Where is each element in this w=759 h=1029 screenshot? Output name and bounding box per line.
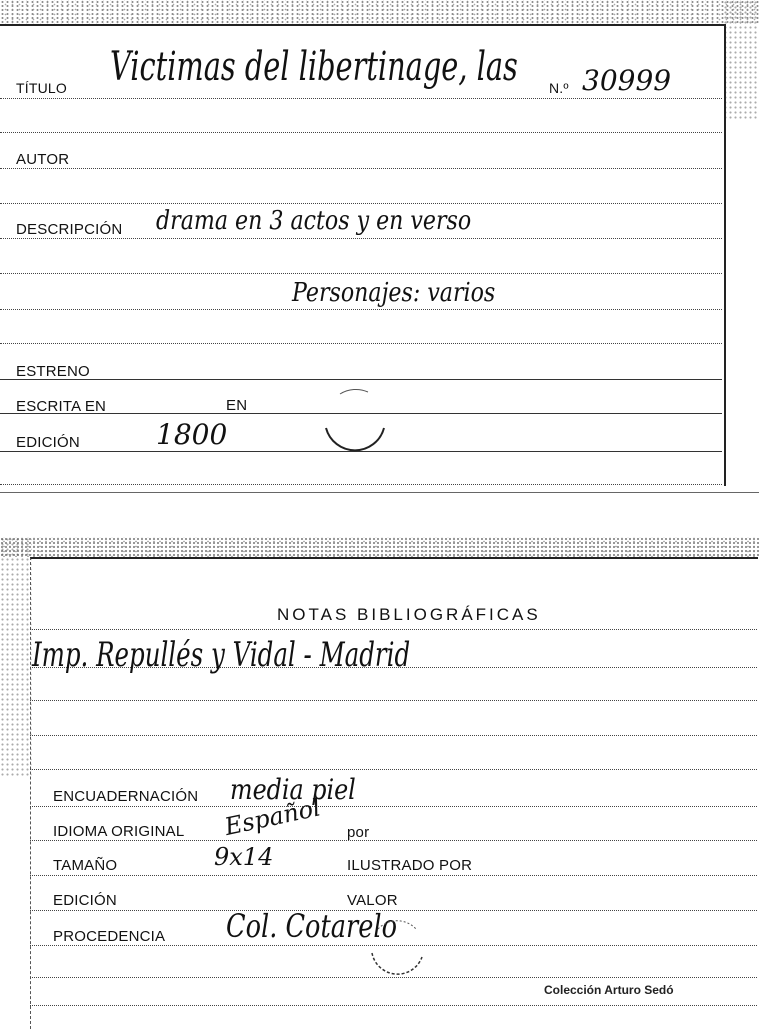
ruled-line <box>30 735 757 736</box>
procedencia-value: Col. Cotarelo <box>226 907 397 945</box>
catalog-card-bottom <box>0 537 759 1028</box>
ilustrado-por-label: ILUSTRADO POR <box>347 857 473 874</box>
tamano-value: 9x14 <box>214 843 274 871</box>
descripcion-value: drama en 3 actos y en verso <box>156 206 472 236</box>
estreno-label: ESTRENO <box>16 363 90 380</box>
en-label: EN <box>226 397 248 414</box>
ruled-line <box>30 629 757 630</box>
edicion-label: EDICIÓN <box>53 892 117 909</box>
ruled-line <box>0 98 722 99</box>
paper-speckle <box>0 537 32 777</box>
ruled-line <box>0 168 722 169</box>
descripcion-label: DESCRIPCIÓN <box>16 221 123 238</box>
ruled-line <box>30 840 757 841</box>
ruled-line <box>0 273 722 274</box>
ruled-line <box>0 343 722 344</box>
ruled-line <box>0 203 722 204</box>
ruled-line <box>0 238 722 239</box>
personajes-value: Personajes: varios <box>292 278 496 308</box>
ruled-line <box>30 806 757 807</box>
notas-value: Imp. Repullés y Vidal - Madrid <box>32 635 411 675</box>
edicion-value: 1800 <box>156 418 228 451</box>
encuadernacion-value: media piel <box>230 773 356 806</box>
titulo-value: Victimas del libertinage, las <box>110 44 518 90</box>
titulo-label: TÍTULO <box>16 80 67 96</box>
idioma-value: Español <box>222 793 323 841</box>
ruled-line <box>30 769 757 770</box>
tamano-label: TAMAÑO <box>53 857 118 874</box>
valor-label: VALOR <box>347 892 398 909</box>
notas-bibliograficas-heading: NOTAS BIBLIOGRÁFICAS <box>277 605 541 624</box>
card-divider <box>0 492 759 493</box>
idioma-original-label: IDIOMA ORIGINAL <box>53 823 185 840</box>
ruled-line <box>30 875 757 876</box>
por-label: por <box>347 824 370 841</box>
circular-stamp <box>364 917 430 983</box>
collection-footer: Colección Arturo Sedó <box>544 983 674 997</box>
paper-speckle <box>0 0 759 24</box>
numero-value: 30999 <box>582 64 672 97</box>
ruled-line <box>30 1005 757 1006</box>
paper-speckle <box>0 537 759 557</box>
catalog-card-top <box>0 0 759 495</box>
ruled-line <box>0 484 722 485</box>
procedencia-label: PROCEDENCIA <box>53 928 166 945</box>
escrita-en-label: ESCRITA EN <box>16 398 107 415</box>
paper-speckle <box>723 0 759 120</box>
encuadernacion-label: ENCUADERNACIÓN <box>53 788 199 805</box>
numero-label: N.º <box>549 80 569 96</box>
ruled-line <box>0 309 722 310</box>
edicion-label: EDICIÓN <box>16 434 80 451</box>
ruled-line <box>30 700 757 701</box>
ruled-line <box>0 132 722 133</box>
circular-stamp <box>318 384 390 456</box>
ruled-line <box>0 379 722 380</box>
autor-label: AUTOR <box>16 151 70 168</box>
